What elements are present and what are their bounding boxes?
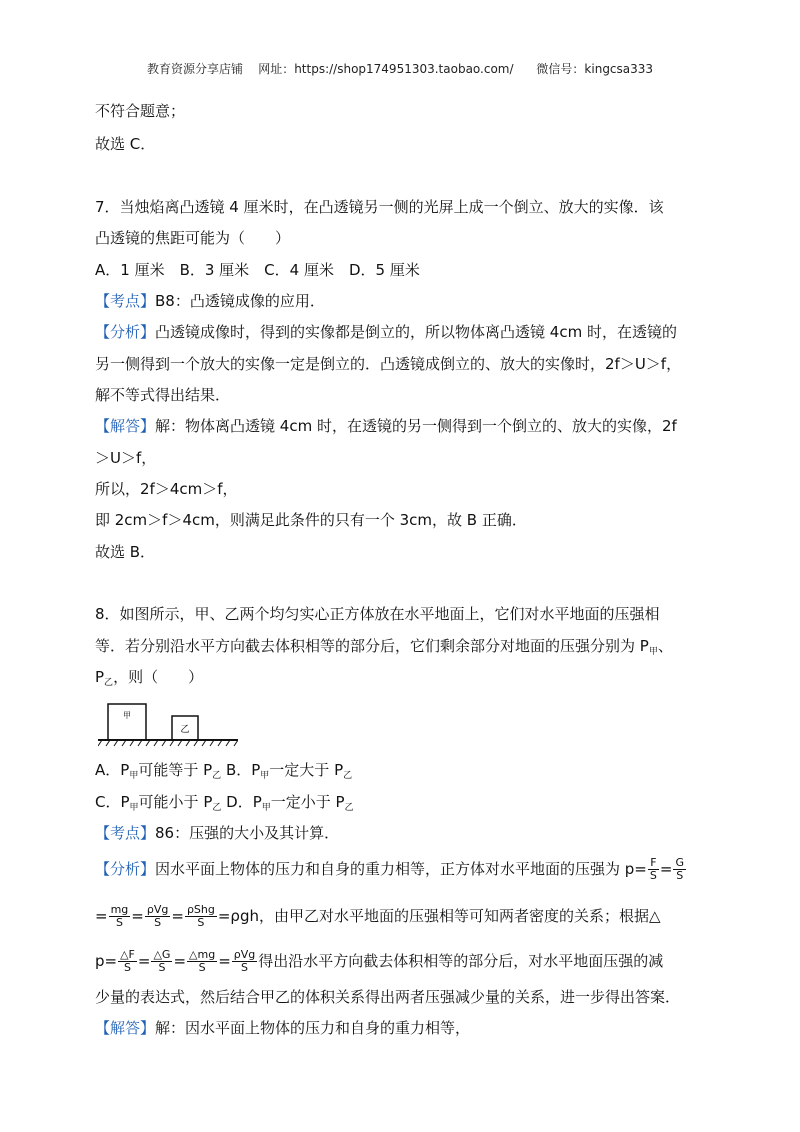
q8-options: C．$P_甲$可能小于 $P_乙$ D．$P_甲$一定小于 $P_乙$	[95, 793, 354, 813]
label-jia: 甲	[123, 711, 131, 720]
kaodian-tag: 【考点】	[95, 292, 156, 310]
jieda-text: 解：物体离凸透镜 4cm 时，在透镜的另一侧得到一个倒立的、放大的实像，2f	[155, 417, 677, 435]
q7-stem: 凸透镜的焦距可能为（ ）	[95, 229, 291, 247]
q7-kaodian	[95, 291, 325, 311]
text-line: 所以，2f＞4cm＞f，	[95, 480, 238, 498]
fenxi-tag: 【分析】	[95, 323, 156, 341]
fraction: $\frac{\text{ρVg}}{S}$	[146, 903, 169, 929]
q8-stem: 等．若分别沿水平方向截去体积相等的部分后，它们剩余部分对地面的压强分别为 $P_甲$、	[95, 637, 673, 657]
fraction: $\frac{\text{ρVg}}{S}$	[233, 948, 256, 974]
kaodian-text: B8：凸透镜成像的应用．	[155, 292, 325, 310]
fenxi-tag: 【分析】	[95, 860, 156, 878]
kaodian-text: 86：压强的大小及其计算．	[155, 824, 340, 842]
text-line: 即 2cm＞f＞4cm，则满足此条件的只有一个 3cm，故 B 正确．	[95, 511, 527, 529]
fenxi-text: 凸透镜成像时，得到的实像都是倒立的，所以物体离凸透镜 4cm 时，在透镜的	[155, 323, 677, 341]
text-line: ＞U＞f，	[95, 449, 157, 467]
q8-jieda	[95, 1018, 470, 1038]
text-line: 不符合题意；	[95, 102, 186, 120]
q7-jieda	[95, 416, 677, 436]
q7-fenxi	[95, 322, 677, 342]
fraction: $\frac{\triangle mg}{S}$	[189, 948, 216, 974]
q8-stem: 8．如图所示，甲、乙两个均匀实心正方体放在水平地面上，它们对水平地面的压强相	[95, 605, 660, 623]
q8-options: A．$P_甲$可能等于 $P_乙$ B．$P_甲$一定大于 $P_乙$	[95, 761, 353, 781]
jieda-tag: 【解答】	[95, 1019, 156, 1037]
text-line: 少量的表达式，然后结合甲乙的体积关系得出两者压强减少量的关系，进一步得出答案．	[95, 988, 681, 1006]
q7-options: A．1 厘米 B．3 厘米 C．4 厘米 D．5 厘米	[95, 261, 420, 279]
label-yi: 乙	[180, 725, 190, 735]
fraction: $\frac{mg}{S}$	[110, 903, 129, 929]
q8-kaodian	[95, 823, 339, 843]
fraction: $\frac{\triangle G}{S}$	[153, 948, 171, 974]
formula-line: = $\frac{mg}{S}$ = $\frac{\text{ρVg}}{S}$ = $\frac{\text{ρShg}}{S}$ =ρgh，由甲乙对水平地面的压强相等可知两者密度的关系；根据△	[95, 903, 661, 929]
cubes-figure	[98, 702, 238, 748]
text-line: 故选 B．	[95, 543, 156, 561]
fraction: $\frac{\triangle F}{S}$	[120, 948, 135, 974]
q7-stem: 7．当烛焰离凸透镜 4 厘米时，在凸透镜另一侧的光屏上成一个倒立、放大的实像．该	[95, 198, 664, 216]
cube-jia	[108, 704, 146, 740]
q8-stem: $P_乙$，则（ ）	[95, 668, 204, 688]
fraction: $\frac{\text{ρShg}}{S}$	[186, 903, 215, 929]
text-line: 另一侧得到一个放大的实像一定是倒立的．凸透镜成倒立的、放大的实像时，2f＞U＞f，	[95, 355, 682, 373]
text-line: 解不等式得出结果．	[95, 386, 231, 404]
formula-line: p= $\frac{\triangle F}{S}$ = $\frac{\triangle G}{S}$ = $\frac{\triangle mg}{S}$ = $\frac{\text{ρVg}}{S}$ 得出沿水平方向截去体积相等的部分后，对水平地面压强的减	[95, 948, 664, 974]
jieda-text: 解：因水平面上物体的压力和自身的重力相等，	[155, 1019, 471, 1037]
fraction: $\frac{G}{S}$	[675, 856, 684, 882]
jieda-tag: 【解答】	[95, 417, 156, 435]
page-header: 教育资源分享店铺 网址：https://shop174951303.taobao.com/ 微信号：kingcsa333	[146, 62, 654, 76]
kaodian-tag: 【考点】	[95, 824, 156, 842]
text-line: 故选 C．	[95, 135, 156, 153]
q8-fenxi: 【分析】因水平面上物体的压力和自身的重力相等，正方体对水平地面的压强为 p= $\frac{F}{S}$ = $\frac{G}{S}$	[95, 856, 684, 882]
fraction: $\frac{F}{S}$	[649, 856, 657, 882]
